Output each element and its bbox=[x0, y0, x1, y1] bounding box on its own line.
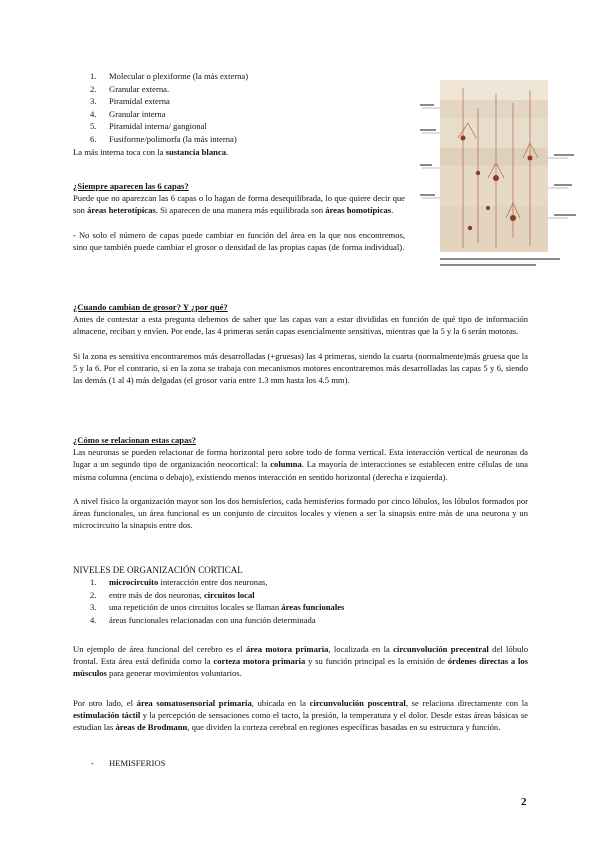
question-2-title: ¿Cuando cambian de grosor? Y ¿por qué? bbox=[73, 302, 228, 312]
question-2-paragraph-2: Si la zona es sensitiva encontraremos más desarrolladas (+gruesas) las 4 primeras, siendo la cuarta (normalmente)más gruesa que la 5 y la 6. Por el contrario, si en la zona se trabaja con mecanismos motores encontraremos más desarrolladas las capas 5 y 6, siendo las demás (1 al 4) más delgadas (el grosor varía entre 1.3 mm hasta los 4.5 mm). bbox=[73, 350, 528, 386]
list-item: 6. Fusiforme/polimorfa (la más interna) bbox=[90, 133, 237, 144]
somatosensory-area-paragraph: Por otro lado, el área somatosensorial primaria, ubicada en la circunvolución poscentral, se relaciona directamente con la estimulación táctil y la percepción de sensaciones como el tacto, la presión, la temperatura y el dolor. Desde estas áreas básicas se estudian las áreas de Brodmann, que dividen la corteza cerebral en regiones específicas basadas en su estructura y función. bbox=[73, 698, 528, 733]
question-2-paragraph-1: Antes de contestar a esta pregunta debemos de saber que las capas van a estar divididas en función de qué tipo de información almacene, reciban y envíen. Por ende, las 4 primeras serán capas esencialmente sensitivas, mientras que la 5 y la 6 serán motoras. bbox=[73, 314, 528, 337]
list-item: 2. entre más de dos neuronas, circuitos local bbox=[90, 589, 255, 600]
question-1-title: ¿Siempre aparecen las 6 capas? bbox=[73, 181, 189, 191]
list-item: 4. áreas funcionales relacionadas con una función determinada bbox=[90, 614, 316, 625]
list-item: 3. una repetición de unos circuitos locales se llaman áreas funcionales bbox=[90, 602, 345, 613]
list-item: 5. Piramidal interna/ gangional bbox=[90, 121, 207, 132]
question-3-paragraph-2: A nivel físico la organización mayor son los dos hemisferios, cada hemisferios formado por cinco lóbulos, los lóbulos formados por áreas funcionales, un área funcional es un conjunto de circuitos locales y vienen a ser la sinapsis entre más de una neurona y un microcircuito la sinapsis entre dos. bbox=[73, 495, 528, 531]
motor-area-paragraph: Un ejemplo de área funcional del cerebro es el área motora primaria, localizada en la circunvolución precentral del lóbulo frontal. Esta área está definida como la corteza motora primaria y su función principal es la emisión de órdenes directas a los músculos para generar movimientos voluntarios. bbox=[73, 644, 529, 679]
motor-area-section bbox=[73, 643, 528, 680]
list-item: 4. Granular interna bbox=[90, 108, 166, 119]
list-item: 2. Granular externa. bbox=[90, 83, 170, 94]
question-3-section bbox=[73, 434, 528, 531]
question-3-title: ¿Cómo se relacionan estas capas? bbox=[73, 435, 197, 445]
intro-line: La más interna toca con la sustancia blanca. bbox=[73, 146, 229, 157]
cortical-layers-illustration-icon bbox=[418, 78, 578, 272]
question-1-section bbox=[73, 180, 405, 253]
question-1-paragraph: Puede que no aparezcan las 6 capas o lo hagan de forma desequilibrada, lo que quiere decir que son áreas heterotípicas. Si aparecen de una manera más equilibrada son áreas homotípicas. bbox=[73, 193, 405, 216]
levels-list bbox=[73, 576, 528, 626]
list-item: 1. microcircuito interacción entre dos neuronas, bbox=[90, 577, 268, 588]
page-number: 2 bbox=[521, 796, 527, 808]
question-1-note: - No solo el número de capas puede cambiar en función del área en la que nos encontremos, sino que también puede cambiar el grosor o densidad de las propias capas (de forma individual). bbox=[73, 229, 405, 252]
levels-section bbox=[73, 564, 528, 627]
list-item: 1. Molecular o plexiforme (la más externa) bbox=[90, 71, 249, 81]
somatosensory-area-section bbox=[73, 697, 528, 734]
levels-title: NIVELES DE ORGANIZACIÓN CORTICAL bbox=[73, 565, 243, 575]
hemispheres-heading: - HEMISFERIOS bbox=[91, 758, 166, 768]
list-item: 3. Piramidal externa bbox=[90, 96, 170, 107]
question-2-section bbox=[73, 301, 528, 386]
question-3-paragraph-1: Las neuronas se pueden relacionar de forma horizontal pero sobre todo de forma vertical. Esta interacción vertical de neuronas da lugar a un segundo tipo de organización neocortical: la columna. La mayoría de interacciones se establecen entre células de una misma columna (encima o debajo), existiendo menos interacción en sentido horizontal (derecha e izquierda). bbox=[73, 447, 529, 482]
